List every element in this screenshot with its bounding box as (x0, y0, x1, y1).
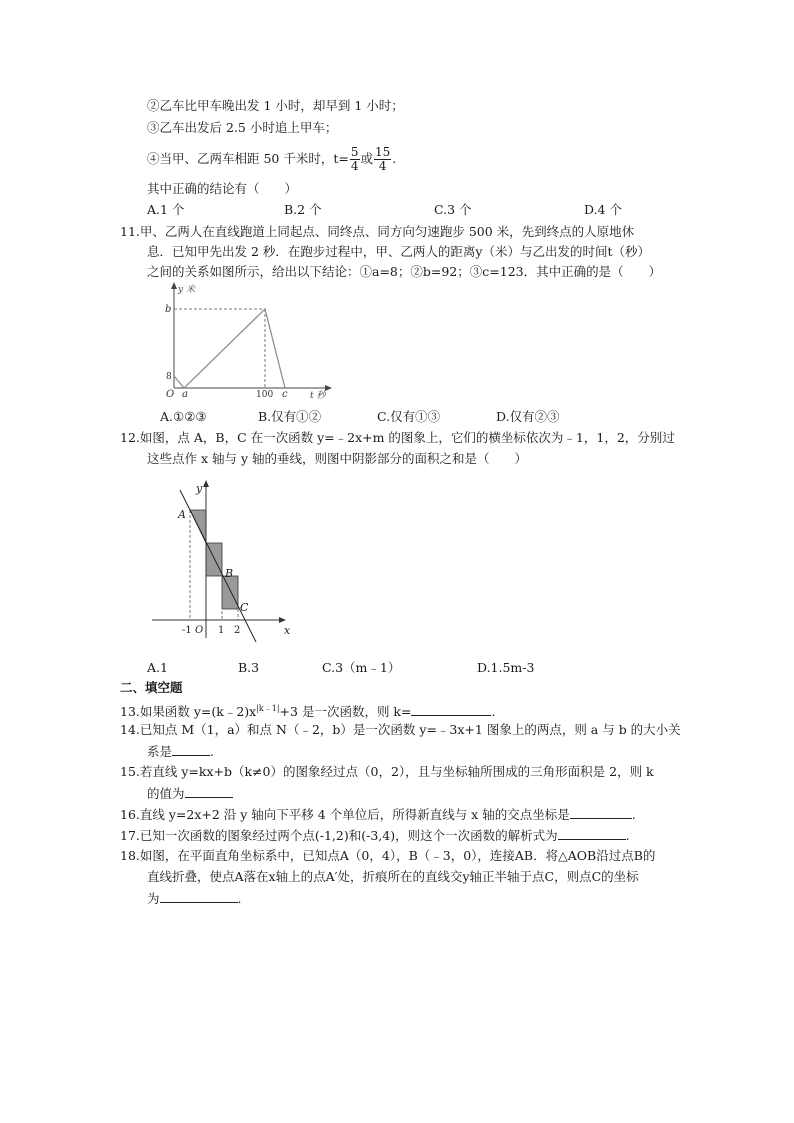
q12-shaded-c (222, 576, 238, 609)
q11-option-c: C.仅有①③ (377, 409, 441, 424)
q10-fraction-2-num: 15 (375, 145, 391, 159)
q13-text: 13.如果函数 y=(k﹣2)x (120, 704, 257, 720)
q18-line-2: 直线折叠，使点A落在x轴上的点A′处，折痕所在的直线交y轴正半轴于点C，则点C的坐标 (147, 869, 639, 884)
q10-statement-4-text: ④当甲、乙两车相距 50 千米时，t= (147, 151, 349, 166)
q11-a-label: a (182, 389, 188, 400)
q13-answer-blank[interactable] (411, 703, 491, 716)
q10-fraction-2 (374, 146, 391, 173)
q12-2-label: 2 (234, 625, 241, 636)
q12-x-axis-arrow (279, 617, 286, 623)
q15-answer-blank[interactable] (185, 785, 233, 798)
q12-option-b: B.3 (238, 660, 260, 675)
q11-b-label: b (165, 304, 172, 315)
q15-line-2-text: 的值为 (147, 786, 185, 801)
q12-y-label: y (196, 482, 203, 495)
q17-end: . (625, 828, 630, 843)
q10-option-a: A.1 个 (147, 202, 185, 217)
section-title-fill-in: 二、填空题 (120, 680, 183, 695)
q12-graph (148, 476, 298, 642)
q12-neg1-label: -1 (182, 625, 192, 636)
q10-option-d: D.4 个 (584, 202, 622, 217)
q12-option-d: D.1.5m-3 (477, 660, 535, 675)
q11-8-label: 8 (166, 372, 172, 382)
q10-fraction-1-den: 4 (350, 159, 359, 173)
q13-text-mid: +3 是一次函数，则 k= (279, 704, 412, 720)
q10-option-b: B.2 个 (284, 202, 322, 217)
q18-line-1: 18.如图，在平面直角坐标系中，已知点A（0，4），B（﹣3，0），连接AB．将△AOB沿过点B的 (120, 848, 656, 863)
q17-answer-blank[interactable] (558, 827, 626, 840)
q11-origin-label: O (166, 389, 175, 400)
q12-point-a: A (178, 508, 186, 521)
q14-line-2-text: 系是 (147, 744, 173, 759)
q14-answer-blank[interactable] (172, 743, 210, 756)
q10-fraction-1 (350, 146, 360, 173)
q10-statement-4-end: . (392, 151, 397, 166)
q11-option-b: B.仅有①② (258, 409, 322, 424)
q10-option-c: C.3 个 (434, 202, 472, 217)
q17 (120, 827, 630, 844)
q10-statement-3: ③乙车出发后 2.5 小时追上甲车； (147, 120, 338, 135)
q10-or: 或 (360, 151, 374, 166)
q13-end: . (491, 704, 496, 720)
q14-line-1: 14.已知点 M（1，a）和点 N（﹣2，b）是一次函数 y=﹣3x+1 图象上的两点，则 a 与 b 的大小关 (120, 722, 681, 737)
q11-option-d: D.仅有②③ (496, 409, 560, 424)
q13-exponent: |k﹣1| (256, 704, 280, 713)
q11-distance-line (174, 309, 285, 388)
q18-end: . (237, 891, 242, 906)
q12-point-b: B (225, 567, 234, 580)
q12-1-label: 1 (218, 625, 225, 636)
q16-end: . (631, 807, 636, 822)
q18-line-3 (147, 890, 242, 907)
q11-100-label: 100 (256, 390, 274, 400)
q10-statement-2: ②乙车比甲车晚出发 1 小时，却早到 1 小时； (147, 98, 404, 113)
q11-t-label: t 秒 (310, 391, 326, 401)
q17-text: 17.已知一次函数的图象经过两个点(-1,2)和(-3,4)，则这个一次函数的解析式为 (120, 828, 558, 843)
q16-text: 16.直线 y=2x+2 沿 y 轴向下平移 4 个单位后，所得新直线与 x 轴的交点坐标是 (120, 807, 570, 822)
q10-fraction-2-den: 4 (378, 159, 387, 173)
q16 (120, 806, 636, 823)
q12-x-label: x (284, 624, 291, 637)
q11-y-label: y 米 (178, 285, 195, 295)
q18-answer-blank[interactable] (160, 890, 238, 903)
q11-line-1: 11.甲、乙两人在直线跑道上同起点、同终点、同方向匀速跑步 500 米，先到终点的人原地休 (120, 224, 635, 239)
q11-x-axis-arrow (325, 385, 332, 391)
q11-option-a: A.①②③ (160, 409, 207, 424)
q12-option-c: C.3（m﹣1） (322, 660, 401, 675)
q12-y-axis-arrow (203, 480, 209, 487)
q11-line-3: 之间的关系如图所示，给出以下结论：①a=8；②b=92；③c=123．其中正确的是（ ） (147, 264, 662, 279)
q12-shaded-b (206, 543, 222, 576)
q12-line-2: 这些点作 x 轴与 y 轴的垂线，则图中阴影部分的面积之和是（ ） (147, 451, 528, 466)
q10-question: 其中正确的结论有（ ） (147, 181, 298, 196)
q18-line-3-text: 为 (147, 891, 160, 906)
q12-option-a: A.1 (147, 660, 168, 675)
q10-fraction-1-num: 5 (350, 145, 359, 159)
q11-c-label: c (282, 389, 288, 400)
q10-statement-4 (147, 144, 396, 174)
q13 (120, 701, 495, 720)
q11-graph (150, 280, 350, 405)
q12-origin-label: O (195, 625, 204, 636)
q15-line-1: 15.若直线 y=kx+b（k≠0）的图象经过点（0，2），且与坐标轴所围成的三角形面积是 2，则 k (120, 764, 654, 779)
q12-line-1: 12.如图，点 A，B，C 在一次函数 y=﹣2x+m 的图象上，它们的横坐标依次为﹣1，1，2，分别过 (120, 430, 675, 445)
q16-answer-blank[interactable] (570, 806, 632, 819)
q12-point-c: C (240, 601, 249, 614)
q14-line-2 (147, 743, 214, 760)
q11-y-axis-arrow (171, 282, 177, 289)
q11-line-2: 息．已知甲先出发 2 秒．在跑步过程中，甲、乙两人的距离y（米）与乙出发的时间t（秒） (147, 244, 650, 259)
q14-end: . (210, 744, 214, 759)
q15-line-2 (147, 785, 233, 802)
